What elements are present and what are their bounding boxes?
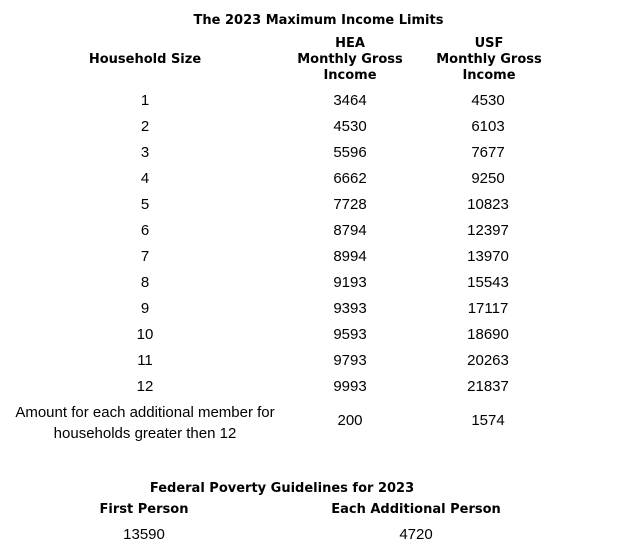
- hea-income-cell: 9593: [333, 326, 367, 343]
- header-hea-line-2: Monthly Gross: [297, 52, 403, 67]
- table-row: [0, 244, 637, 270]
- hea-income-cell: 7728: [333, 196, 367, 213]
- fpg-first-person-value: 13590: [123, 526, 165, 543]
- household-size-cell: 7: [140, 248, 150, 265]
- hea-income-cell: 3464: [333, 92, 367, 109]
- household-size-cell: 12: [136, 378, 154, 395]
- household-size-cell: 2: [140, 118, 150, 135]
- header-usf-line-1: USF: [474, 36, 504, 51]
- header-household-size: Household Size: [88, 52, 202, 67]
- additional-hea-value: 200: [337, 412, 363, 429]
- table-row: [0, 114, 637, 140]
- usf-income-cell: 20263: [467, 352, 509, 369]
- table-row: [0, 140, 637, 166]
- household-size-cell: 8: [140, 274, 150, 291]
- hea-income-cell: 9193: [333, 274, 367, 291]
- header-hea: [270, 36, 430, 84]
- usf-income-cell: 21837: [467, 378, 509, 395]
- hea-income-cell: 5596: [333, 144, 367, 161]
- usf-income-cell: 13970: [467, 248, 509, 265]
- table-row: [0, 322, 637, 348]
- hea-income-cell: 9993: [333, 378, 367, 395]
- household-size-cell: 11: [137, 352, 153, 369]
- additional-usf-value: 1574: [471, 412, 505, 429]
- table-row: [0, 192, 637, 218]
- household-size-cell: 6: [140, 222, 150, 239]
- income-limits-table: [0, 88, 637, 400]
- household-size-cell: 10: [136, 326, 154, 343]
- fpg-additional-person-label: Each Additional Person: [331, 502, 501, 517]
- header-usf-line-2: Monthly Gross: [436, 52, 542, 67]
- table-row: [0, 270, 637, 296]
- usf-income-cell: 9250: [471, 170, 505, 187]
- table-row: [0, 374, 637, 400]
- usf-income-cell: 4530: [471, 92, 505, 109]
- table-row: [0, 348, 637, 374]
- usf-income-cell: 17117: [467, 300, 509, 317]
- table-row: [0, 88, 637, 114]
- household-size-cell: 3: [140, 144, 150, 161]
- household-size-cell: 1: [140, 92, 150, 109]
- table-row: [0, 218, 637, 244]
- usf-income-cell: 15543: [467, 274, 509, 291]
- additional-member-label-line-2: households greater then 12: [53, 425, 237, 442]
- additional-member-row: [0, 400, 637, 446]
- household-size-cell: 9: [140, 300, 150, 317]
- hea-income-cell: 8794: [333, 222, 367, 239]
- table-row: [0, 296, 637, 322]
- additional-member-label: [4, 402, 286, 444]
- usf-income-cell: 18690: [467, 326, 509, 343]
- hea-income-cell: 4530: [333, 118, 367, 135]
- hea-income-cell: 6662: [333, 170, 367, 187]
- hea-income-cell: 8994: [333, 248, 367, 265]
- household-size-cell: 5: [140, 196, 150, 213]
- header-hea-line-3: Income: [323, 68, 377, 83]
- table-row: [0, 166, 637, 192]
- usf-income-cell: 12397: [467, 222, 509, 239]
- hea-income-cell: 9393: [333, 300, 367, 317]
- fpg-additional-person-value: 4720: [399, 526, 433, 543]
- hea-income-cell: 9793: [333, 352, 367, 369]
- header-hea-line-1: HEA: [335, 36, 365, 51]
- fpg-first-person-label: First Person: [99, 502, 189, 517]
- usf-income-cell: 10823: [467, 196, 509, 213]
- fpg-title: Federal Poverty Guidelines for 2023: [149, 481, 415, 496]
- page-title: The 2023 Maximum Income Limits: [193, 13, 444, 28]
- header-usf: [410, 36, 568, 84]
- usf-income-cell: 6103: [471, 118, 505, 135]
- header-usf-line-3: Income: [462, 68, 516, 83]
- household-size-cell: 4: [140, 170, 150, 187]
- usf-income-cell: 7677: [471, 144, 505, 161]
- additional-member-label-line-1: Amount for each additional member for: [15, 404, 275, 421]
